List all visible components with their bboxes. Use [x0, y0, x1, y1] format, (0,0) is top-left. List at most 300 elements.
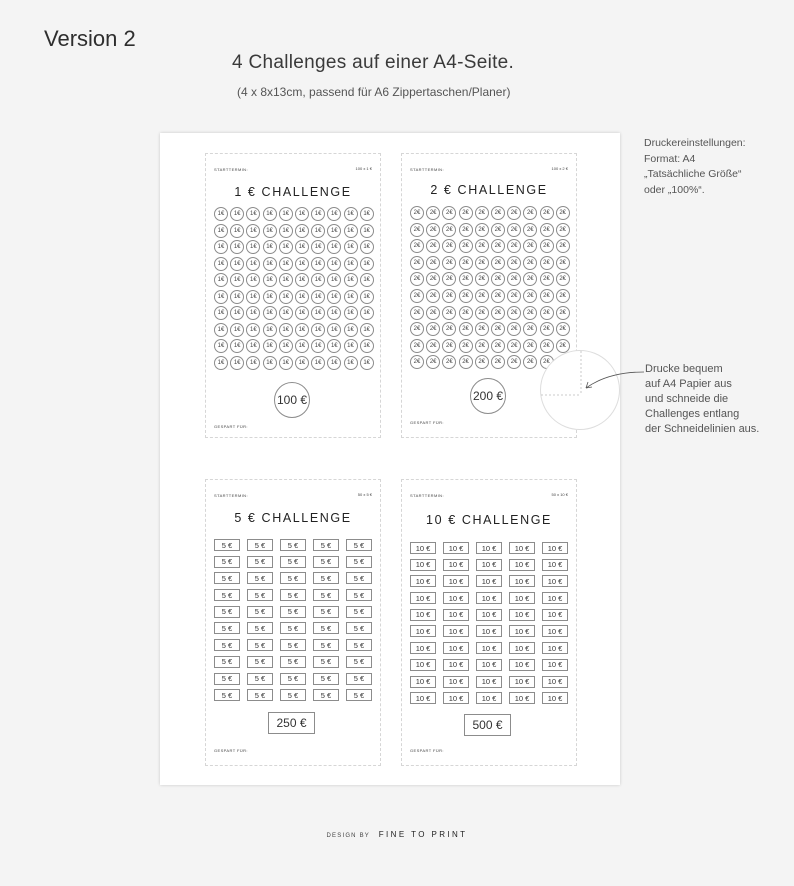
coin-field: 2€ — [459, 355, 473, 369]
note-field: 5 € — [313, 622, 339, 634]
note-field: 5 € — [346, 656, 372, 668]
coin-field: 2€ — [540, 223, 554, 237]
note-field: 10 € — [509, 609, 535, 621]
coin-field: 2€ — [475, 322, 489, 336]
note-field: 5 € — [313, 689, 339, 701]
note-field: 5 € — [313, 656, 339, 668]
saved-for-label: GESPART FÜR: — [410, 748, 444, 753]
note-field: 10 € — [476, 559, 502, 571]
coin-field: 2€ — [556, 272, 570, 286]
note-field: 5 € — [247, 639, 273, 651]
coin-field: 2€ — [556, 322, 570, 336]
coin-field: 2€ — [491, 322, 505, 336]
card-title: 5 € CHALLENGE — [234, 511, 352, 525]
coin-field: 2€ — [523, 306, 537, 320]
note-field: 10 € — [509, 592, 535, 604]
coin-field: 2€ — [491, 289, 505, 303]
coin-field: 2€ — [426, 339, 440, 353]
note-field: 10 € — [476, 659, 502, 671]
coin-field: 1€ — [214, 339, 228, 353]
coin-field: 1€ — [295, 290, 309, 304]
note-field: 10 € — [410, 559, 436, 571]
coin-field: 1€ — [327, 306, 341, 320]
card-meta: 100 x 1 € — [355, 166, 372, 171]
note-field: 5 € — [247, 539, 273, 551]
challenge-card-10 — [401, 479, 577, 766]
note-field: 5 € — [280, 656, 306, 668]
coin-field: 2€ — [556, 306, 570, 320]
cut-hint-line: und schneide die — [645, 393, 729, 405]
coin-field: 1€ — [295, 240, 309, 254]
note-field: 5 € — [214, 556, 240, 568]
coin-field: 1€ — [214, 273, 228, 287]
coin-field: 1€ — [246, 224, 260, 238]
coin-field: 1€ — [327, 339, 341, 353]
coin-field: 1€ — [246, 306, 260, 320]
note-field: 5 € — [247, 589, 273, 601]
coin-field: 2€ — [426, 223, 440, 237]
coin-field: 1€ — [344, 273, 358, 287]
coin-field: 1€ — [279, 306, 293, 320]
card-meta: 50 x 5 € — [357, 492, 372, 497]
coin-field: 2€ — [442, 355, 456, 369]
note-field: 10 € — [410, 659, 436, 671]
coin-field: 1€ — [344, 356, 358, 370]
coin-field: 1€ — [214, 207, 228, 221]
coin-field: 2€ — [491, 306, 505, 320]
coin-field: 2€ — [491, 223, 505, 237]
coin-field: 2€ — [475, 272, 489, 286]
coin-field: 1€ — [246, 273, 260, 287]
note-field: 10 € — [443, 625, 469, 637]
coin-field: 2€ — [426, 256, 440, 270]
note-field: 10 € — [542, 625, 568, 637]
note-field: 5 € — [280, 572, 306, 584]
print-settings-line: oder „100%“. — [644, 183, 705, 196]
coin-field: 1€ — [344, 207, 358, 221]
coin-field: 1€ — [344, 257, 358, 271]
coin-field: 2€ — [410, 306, 424, 320]
coin-field: 2€ — [523, 206, 537, 220]
coin-field: 1€ — [295, 306, 309, 320]
note-field: 5 € — [214, 622, 240, 634]
coin-field: 1€ — [360, 257, 374, 271]
coin-field: 2€ — [426, 206, 440, 220]
note-field: 10 € — [410, 592, 436, 604]
note-field: 5 € — [247, 606, 273, 618]
coin-field: 2€ — [459, 223, 473, 237]
coin-field: 1€ — [279, 257, 293, 271]
coin-field: 2€ — [442, 272, 456, 286]
note-field: 10 € — [443, 642, 469, 654]
note-field: 5 € — [280, 622, 306, 634]
coin-field: 2€ — [410, 339, 424, 353]
coin-field: 2€ — [523, 322, 537, 336]
note-field: 5 € — [247, 673, 273, 685]
coin-field: 1€ — [263, 290, 277, 304]
coin-field: 2€ — [442, 223, 456, 237]
coin-field: 2€ — [475, 306, 489, 320]
coin-field: 1€ — [360, 207, 374, 221]
note-field: 10 € — [410, 676, 436, 688]
print-settings-note — [644, 136, 746, 198]
coin-field: 2€ — [426, 239, 440, 253]
coin-field: 1€ — [279, 290, 293, 304]
note-field: 10 € — [476, 642, 502, 654]
coin-field: 2€ — [540, 239, 554, 253]
coin-field: 1€ — [263, 339, 277, 353]
coin-field: 2€ — [410, 272, 424, 286]
coin-field: 1€ — [263, 240, 277, 254]
note-field: 10 € — [410, 609, 436, 621]
note-field: 10 € — [542, 692, 568, 704]
coin-field: 1€ — [360, 240, 374, 254]
coin-field: 1€ — [263, 224, 277, 238]
challenge-card-5 — [205, 479, 381, 766]
coin-field: 1€ — [230, 290, 244, 304]
card-title: 1 € CHALLENGE — [234, 185, 352, 199]
note-field: 5 € — [313, 589, 339, 601]
print-settings-line: Format: A4 — [644, 152, 696, 165]
coin-field: 2€ — [442, 339, 456, 353]
note-field: 5 € — [214, 689, 240, 701]
coin-field: 1€ — [295, 323, 309, 337]
note-field: 10 € — [476, 609, 502, 621]
note-field: 10 € — [410, 542, 436, 554]
coin-field: 2€ — [491, 206, 505, 220]
note-field: 10 € — [509, 542, 535, 554]
coin-field: 2€ — [426, 272, 440, 286]
saved-for-label: GESPART FÜR: — [214, 424, 248, 429]
coin-field: 2€ — [523, 355, 537, 369]
note-field: 5 € — [280, 673, 306, 685]
a4-sheet — [160, 133, 620, 785]
coin-field: 2€ — [523, 256, 537, 270]
version-label: Version 2 — [44, 26, 136, 51]
coin-field: 2€ — [507, 223, 521, 237]
coin-field: 1€ — [311, 207, 325, 221]
coin-field: 1€ — [360, 306, 374, 320]
note-field: 10 € — [443, 609, 469, 621]
cut-hint-line: der Schneidelinien aus. — [645, 423, 760, 435]
start-date-label: STARTTERMIN: — [214, 167, 248, 172]
coin-field: 2€ — [410, 223, 424, 237]
coin-field: 2€ — [426, 306, 440, 320]
note-field: 5 € — [247, 622, 273, 634]
coin-field: 1€ — [360, 273, 374, 287]
note-field: 10 € — [443, 559, 469, 571]
coin-field: 1€ — [311, 339, 325, 353]
coin-field: 2€ — [556, 223, 570, 237]
coin-field: 2€ — [475, 223, 489, 237]
coin-field: 1€ — [344, 339, 358, 353]
note-field: 5 € — [346, 606, 372, 618]
coin-field: 1€ — [246, 356, 260, 370]
coin-field: 2€ — [475, 239, 489, 253]
note-field: 10 € — [509, 692, 535, 704]
coin-field: 1€ — [295, 224, 309, 238]
coin-field: 2€ — [507, 289, 521, 303]
coin-field: 2€ — [459, 206, 473, 220]
coin-field: 2€ — [475, 289, 489, 303]
note-field: 10 € — [542, 575, 568, 587]
start-date-label: STARTTERMIN: — [410, 167, 444, 172]
coin-field: 1€ — [327, 273, 341, 287]
coin-field: 1€ — [279, 273, 293, 287]
coin-field: 1€ — [311, 323, 325, 337]
note-field: 10 € — [509, 642, 535, 654]
coin-field: 2€ — [426, 322, 440, 336]
note-field: 5 € — [346, 572, 372, 584]
coin-field: 2€ — [410, 256, 424, 270]
coin-field: 1€ — [295, 207, 309, 221]
note-field: 10 € — [509, 676, 535, 688]
coin-field: 2€ — [507, 355, 521, 369]
coin-field: 1€ — [327, 240, 341, 254]
note-field: 5 € — [346, 539, 372, 551]
note-field: 10 € — [476, 676, 502, 688]
note-field: 10 € — [443, 542, 469, 554]
coin-field: 1€ — [214, 240, 228, 254]
note-field: 10 € — [443, 676, 469, 688]
coin-field: 2€ — [475, 256, 489, 270]
coin-field: 1€ — [230, 339, 244, 353]
coin-field: 1€ — [230, 273, 244, 287]
coin-field: 2€ — [507, 256, 521, 270]
card-meta: 50 x 10 € — [551, 492, 568, 497]
note-field: 5 € — [346, 622, 372, 634]
coin-field: 2€ — [523, 289, 537, 303]
note-field: 5 € — [280, 689, 306, 701]
coin-field: 1€ — [214, 224, 228, 238]
coin-field: 2€ — [540, 322, 554, 336]
note-field: 10 € — [476, 575, 502, 587]
coin-field: 2€ — [507, 306, 521, 320]
coin-field: 2€ — [491, 355, 505, 369]
coin-field: 2€ — [540, 355, 554, 369]
arrow-icon — [580, 368, 648, 392]
note-field: 5 € — [280, 589, 306, 601]
note-field: 5 € — [346, 556, 372, 568]
coin-field: 2€ — [410, 289, 424, 303]
coin-field: 1€ — [246, 207, 260, 221]
coin-field: 2€ — [459, 322, 473, 336]
start-date-label: STARTTERMIN: — [214, 493, 248, 498]
note-field: 5 € — [280, 556, 306, 568]
coin-field: 2€ — [507, 339, 521, 353]
coin-field: 1€ — [214, 356, 228, 370]
note-field: 5 € — [313, 673, 339, 685]
note-field: 10 € — [509, 659, 535, 671]
print-settings-line: Druckereinstellungen: — [644, 137, 746, 149]
goal-total: 500 € — [464, 714, 511, 736]
goal-total: 250 € — [268, 712, 315, 734]
coin-field: 2€ — [459, 256, 473, 270]
cut-hint-line: Challenges entlang — [645, 408, 740, 420]
note-field: 5 € — [313, 539, 339, 551]
coin-field: 2€ — [523, 272, 537, 286]
note-field: 10 € — [509, 575, 535, 587]
note-field: 10 € — [443, 575, 469, 587]
coin-field: 1€ — [360, 290, 374, 304]
note-field: 5 € — [313, 572, 339, 584]
coin-field: 1€ — [214, 306, 228, 320]
coin-field: 2€ — [556, 256, 570, 270]
coin-field: 1€ — [327, 323, 341, 337]
coin-field: 2€ — [556, 206, 570, 220]
coin-field: 1€ — [246, 339, 260, 353]
coin-field: 1€ — [327, 356, 341, 370]
coin-field: 1€ — [230, 356, 244, 370]
coin-field: 1€ — [263, 257, 277, 271]
coin-field: 2€ — [507, 239, 521, 253]
coin-field: 2€ — [491, 239, 505, 253]
subheadline: (4 x 8x13cm, passend für A6 Zippertaschen/Planer) — [237, 85, 511, 99]
coin-field: 2€ — [475, 355, 489, 369]
coin-field: 2€ — [459, 306, 473, 320]
coin-field: 1€ — [246, 240, 260, 254]
coin-field: 1€ — [263, 323, 277, 337]
note-field: 10 € — [542, 592, 568, 604]
design-by-label: DESIGN BY — [326, 833, 370, 839]
saved-for-label: GESPART FÜR: — [214, 748, 248, 753]
coin-field: 1€ — [230, 323, 244, 337]
coin-field: 2€ — [442, 322, 456, 336]
coin-field: 1€ — [279, 240, 293, 254]
coin-field: 1€ — [246, 290, 260, 304]
coin-field: 2€ — [442, 306, 456, 320]
note-field: 5 € — [313, 606, 339, 618]
note-field: 10 € — [542, 659, 568, 671]
coin-field: 1€ — [214, 323, 228, 337]
coin-field: 1€ — [327, 207, 341, 221]
note-field: 5 € — [247, 556, 273, 568]
print-settings-line: „Tatsächliche Größe“ — [644, 168, 742, 180]
note-field: 5 € — [247, 656, 273, 668]
coin-field: 2€ — [507, 322, 521, 336]
note-field: 5 € — [346, 673, 372, 685]
coin-field: 2€ — [442, 289, 456, 303]
coin-field: 2€ — [459, 289, 473, 303]
coin-field: 2€ — [507, 272, 521, 286]
savings-grid — [410, 542, 568, 704]
coin-field: 1€ — [263, 207, 277, 221]
coin-field: 1€ — [263, 273, 277, 287]
coin-field: 1€ — [327, 257, 341, 271]
note-field: 5 € — [313, 556, 339, 568]
coin-field: 1€ — [279, 356, 293, 370]
note-field: 5 € — [346, 639, 372, 651]
note-field: 5 € — [214, 656, 240, 668]
coin-field: 1€ — [344, 224, 358, 238]
coin-field: 1€ — [295, 257, 309, 271]
coin-field: 2€ — [426, 289, 440, 303]
note-field: 10 € — [476, 592, 502, 604]
coin-field: 1€ — [214, 257, 228, 271]
cut-hint-line: Drucke bequem — [645, 363, 723, 375]
note-field: 5 € — [280, 606, 306, 618]
coin-field: 1€ — [360, 224, 374, 238]
coin-field: 1€ — [311, 257, 325, 271]
coin-field: 1€ — [360, 323, 374, 337]
coin-field: 2€ — [475, 206, 489, 220]
note-field: 10 € — [509, 625, 535, 637]
note-field: 5 € — [214, 673, 240, 685]
coin-field: 2€ — [442, 206, 456, 220]
coin-field: 2€ — [459, 339, 473, 353]
coin-field: 2€ — [475, 339, 489, 353]
coin-field: 2€ — [491, 339, 505, 353]
coin-field: 2€ — [459, 272, 473, 286]
cut-hint-note — [645, 362, 759, 437]
note-field: 10 € — [542, 676, 568, 688]
cut-hint-line: auf A4 Papier aus — [645, 378, 732, 390]
coin-field: 2€ — [540, 206, 554, 220]
coin-field: 1€ — [344, 240, 358, 254]
coin-field: 1€ — [327, 290, 341, 304]
coin-field: 1€ — [263, 306, 277, 320]
coin-field: 1€ — [344, 323, 358, 337]
savings-grid — [214, 539, 372, 701]
note-field: 10 € — [542, 542, 568, 554]
note-field: 10 € — [410, 642, 436, 654]
note-field: 5 € — [313, 639, 339, 651]
coin-field: 2€ — [556, 339, 570, 353]
card-title: 2 € CHALLENGE — [430, 183, 548, 197]
coin-field: 1€ — [263, 356, 277, 370]
savings-grid — [410, 206, 570, 369]
coin-field: 2€ — [540, 289, 554, 303]
coin-field: 2€ — [491, 256, 505, 270]
note-field: 10 € — [542, 642, 568, 654]
coin-field: 1€ — [311, 306, 325, 320]
coin-field: 1€ — [344, 290, 358, 304]
coin-field: 2€ — [540, 339, 554, 353]
coin-field: 2€ — [442, 239, 456, 253]
coin-field: 1€ — [230, 306, 244, 320]
coin-field: 2€ — [523, 339, 537, 353]
footer — [0, 830, 794, 839]
coin-field: 2€ — [442, 256, 456, 270]
coin-field: 2€ — [540, 256, 554, 270]
coin-field: 1€ — [279, 323, 293, 337]
coin-field: 2€ — [507, 206, 521, 220]
saved-for-label: GESPART FÜR: — [410, 420, 444, 425]
coin-field: 1€ — [246, 257, 260, 271]
coin-field: 2€ — [410, 322, 424, 336]
note-field: 10 € — [410, 625, 436, 637]
note-field: 5 € — [214, 589, 240, 601]
coin-field: 1€ — [295, 356, 309, 370]
coin-field: 2€ — [459, 239, 473, 253]
coin-field: 2€ — [410, 239, 424, 253]
coin-field: 2€ — [491, 272, 505, 286]
note-field: 5 € — [280, 539, 306, 551]
start-date-label: STARTTERMIN: — [410, 493, 444, 498]
note-field: 10 € — [476, 692, 502, 704]
coin-field: 2€ — [540, 272, 554, 286]
note-field: 10 € — [476, 625, 502, 637]
coin-field: 1€ — [360, 339, 374, 353]
coin-field: 2€ — [426, 355, 440, 369]
note-field: 5 € — [346, 589, 372, 601]
brand-name: FINE TO PRINT — [378, 830, 468, 839]
note-field: 10 € — [542, 609, 568, 621]
coin-field: 1€ — [295, 339, 309, 353]
coin-field: 2€ — [410, 355, 424, 369]
note-field: 5 € — [247, 572, 273, 584]
coin-field: 1€ — [344, 306, 358, 320]
